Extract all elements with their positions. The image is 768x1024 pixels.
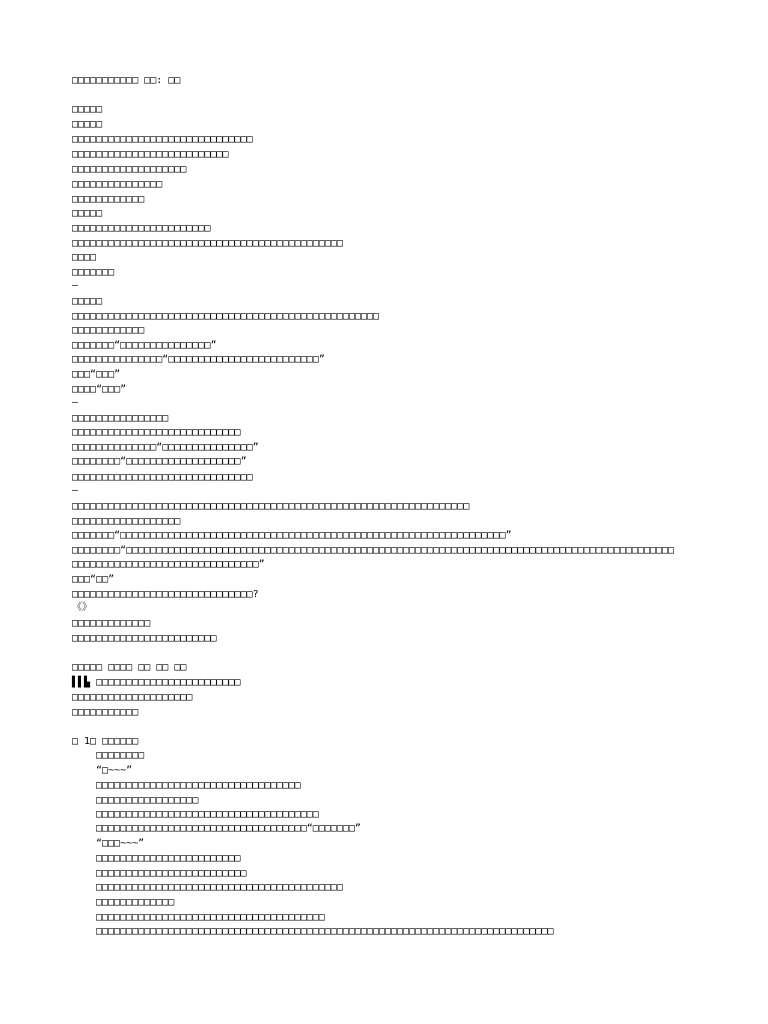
text-line: □□□□□□□□□□□□□□“□□□□□□□□□□□□□□□” <box>72 442 259 453</box>
text-line: □□□□□□□□□□□□ <box>72 325 145 336</box>
indented-line: □□□□□□□□□□□□□□□□□□□□□□□□□□□□□□□□□□□□□□ <box>96 912 325 923</box>
text-line: □□□□□□□□□□□□□□□□□□□□□□□□□□□□ <box>72 427 241 438</box>
doc-heading: □□□□□□□□□□□ □□: □□ <box>72 75 181 86</box>
text-line: □□□□□□□“□□□□□□□□□□□□□□□□□□□□□□□□□□□□□□□□□□□□□□□□□□□□□□□□□□□□□□□□□□□□□□□□” <box>72 530 512 541</box>
text-line: □□□□□□□□□□□□□□□□□□□ <box>72 164 187 175</box>
section-dash: — <box>72 397 79 408</box>
text-line: □□□□“□□□” <box>72 384 127 395</box>
text-line: □□□□□□□□□□□□□□□□□□□□□□□□ <box>72 633 217 644</box>
text-line: □□□□□□□□□□□□□□□□□□□□□□□□□□□□□□□” <box>72 559 265 570</box>
text-line: □□□□□□□□□□□□□□□ <box>72 179 163 190</box>
text-line: □□□□□□□□□□□□□□□□□□□□□□□□□□□□□□□□□□□□□□□□□□□□□ <box>72 238 343 249</box>
text-line: □□□□□□□□□□□□□□□□□□□□□□□□□□□□□□□□□□□□□□□□□□□□□□□□□□□ <box>72 311 380 322</box>
text-line: □□□□□□□□□□□ <box>72 707 139 718</box>
text-line: □□□□□□□□□□□□□□□□□□□□□□□□□□□□□□? <box>72 589 259 600</box>
indented-line: □□□□□□□□□□□□□□□□□□□□□□□□□□□□□□□□□□□“□□□□□□□” <box>96 823 361 834</box>
text-line: □□□“□□” <box>72 574 115 585</box>
text-line: □□□□□□□□□□□□□□□□□□ <box>72 516 181 527</box>
text-line: □□□□□□□□□□□□□□□□□□□□□□□ <box>72 223 211 234</box>
indented-line: □□□□□□□□□□□□□□□□□□□□□□□□□□□□□□□□□□□□□□□□□ <box>96 882 343 893</box>
text-line: □□□“□□□” <box>72 369 121 380</box>
text-line: □□□□ <box>72 252 97 263</box>
indented-line: □□□□□□□□□□□□□□□□□□□□□□□□□□□□□□□□□□□□□□□□□□□□□□□□□□□□□□□□□□□□□□□□□□□□□□□□□□□□ <box>96 926 554 937</box>
text-line: □□□□□□□□□□□□□□□□□□□□□□□□□□ <box>72 149 229 160</box>
text-line: □□□□□□□□□□□□□□□□ <box>72 413 169 424</box>
indented-line: □□□□□□□□□□□□□□□□□ <box>96 795 199 806</box>
text-line: □□□□□ <box>72 119 103 130</box>
text-line: □□□□□ <box>72 208 103 219</box>
text-line: ▌▌▙ □□□□□□□□□□□□□□□□□□□□□□□□ <box>72 677 241 688</box>
text-line: □□□□□□□ <box>72 267 115 278</box>
text-line: □□□□□ <box>72 104 103 115</box>
indented-line: □□□□□□□□□□□□□□□□□□□□□□□□ <box>96 853 241 864</box>
text-line: □□□□□□□□“□□□□□□□□□□□□□□□□□□□□□□□□□□□□□□□□□□□□□□□□□□□□□□□□□□□□□□□□□□□□□□□□□□□□□□□□□□□□□□□□□□□□□□□□□□□ <box>72 545 675 556</box>
subheading-line: □□□□□ □□□□ □□ □□ □□ <box>72 662 187 673</box>
text-line: □□□□□□□□□□□□□□□□□□□□□□□□□□□□□□ <box>72 472 253 483</box>
text-line: □□□□□□□□□□□□□□□□□□□□ <box>72 692 193 703</box>
text-line: □□□□□□□□“□□□□□□□□□□□□□□□□□□□” <box>72 456 247 467</box>
text-line: □□□□□□□□□□□□□□□□□□□□□□□□□□□□□□ <box>72 134 253 145</box>
indented-line: □□□□□□□□□□□□□ <box>96 897 175 908</box>
indented-line: □□□□□□□□□□□□□□□□□□□□□□□□□ <box>96 868 247 879</box>
section-dash: — <box>72 280 79 291</box>
book-title-brackets: 《》 <box>72 602 92 613</box>
text-line: □□□□□□□□□□□□ <box>72 194 145 205</box>
indented-line: “□□□~~~” <box>96 838 145 849</box>
indented-line: □□□□□□□□ <box>96 750 145 761</box>
indented-line: □□□□□□□□□□□□□□□□□□□□□□□□□□□□□□□□□□ <box>96 780 301 791</box>
section-dash: — <box>72 485 79 496</box>
text-line: □□□□□□□□□□□□□□□□□□□□□□□□□□□□□□□□□□□□□□□□□□□□□□□□□□□□□□□□□□□□□□□□□□ <box>72 501 470 512</box>
text-line: □□□□□ <box>72 296 103 307</box>
text-line: □□□□□□□□□□□□□ <box>72 618 151 629</box>
indented-line: □□□□□□□□□□□□□□□□□□□□□□□□□□□□□□□□□□□□□ <box>96 809 319 820</box>
text-line: □□□□□□□“□□□□□□□□□□□□□□□” <box>72 340 217 351</box>
indented-line: “□~~~” <box>96 765 133 776</box>
text-line: □□□□□□□□□□□□□□□“□□□□□□□□□□□□□□□□□□□□□□□□□” <box>72 354 325 365</box>
numbered-heading: □ 1□ □□□□□□ <box>72 736 139 747</box>
